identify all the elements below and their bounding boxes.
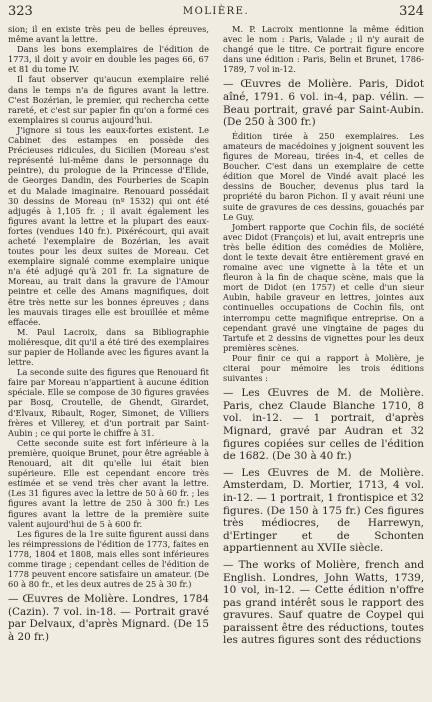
edition-entry-london-1784: — Œuvres de Molière. Londres, 1784 (Cazin). 7 vol. in-18. — Portrait gravé par Delvaux, d'après Mignard. (De 15 à 20 fr.)	[8, 593, 209, 644]
paragraph: La seconde suite des figures que Renouard fit faire par Moreau n'appartient à aucune édition spéciale. Elle se compose de 30 figures gravées par Bosq, Croutelle, de Ghendt, Girardet, d'Elvaux, Ribault, Roger, Simonet, de Villiers frères et Villerey, et d'un portrait par Saint-Aubin ; ce qui porte le chiffre à 31.	[8, 367, 209, 438]
paragraph: Dans les bons exemplaires de l'édition de 1773, il doit y avoir en double les pages 66, 67 et 81 du tome IV.	[8, 44, 209, 75]
edition-entry-mortier-1713: — Les Œuvres de M. de Molière. Amsterdam, D. Mortier, 1713, 4 vol. in-12. — 1 portrait, 1 frontispice et 32 figures. (De 150 à 175 fr.) Ces figures très médiocres, de Harrewyn, d'Ertinger et de Schonten appartiennent au XVIIe siècle.	[223, 466, 424, 555]
page-number-left: 323	[8, 4, 33, 19]
paragraph: J'ignore si tous les eaux-fortes existent. Le Cabinet des estampes en possède des Précieuses ridicules, du Sicilien (Moreau s'est représenté lui-même dans le personnage du peintre), du prologue de la Princesse d'Élide, de Georges Dandin, des Fourberies de Scapin et du Malade imaginaire. Renouard possédait 30 dessins de Moreau (nº 1532) qui ont été adjugés à 1,105 fr. ; il avait également les figures avant la lettre et la plupart des eaux-fortes (vendues 140 fr.). Pixérécourt, qui avait acheté l'exemplaire de Bozérian, les avait toutes pour les deux suites de Moreau. Cet exemplaire signalé comme exemplaire unique n'a été adjugé qu'à 201 fr. La signature de Moreau, au trait dans la gravure de l'Amour peintre et celle des Amans magnifiques, doit être très nette sur les bonnes épreuves ; dans les mauvais tirages elle est brouillée et même effacée.	[8, 124, 209, 327]
paragraph: M. P. Lacroix mentionne la même édition avec le nom : Paris, Valade ; il n'y aurait de changé que le titre. Ce portrait figure encore dans une édition : Paris, Belin et Brunet, 1786-1789, 7 vol in-12.	[223, 24, 424, 75]
page-header	[8, 4, 424, 24]
edition-entry-blanche-1710: — Les Œuvres de M. de Molière. Paris, chez Claude Blanche 1710, 8 vol. in-12. — 1 portrait, d'après Mignard, gravé par Audran et 32 figures copiées sur celles de l'édition de 1682. (De 30 à 40 fr.)	[223, 387, 424, 463]
two-column-body	[8, 24, 424, 647]
edition-entry-didot-1791: — Œuvres de Molière. Paris, Didot aîné, 1791. 6 vol. in-4, pap. vélin. — Beau portrait, gravé par Saint-Aubin. (De 250 à 300 fr.)	[223, 78, 424, 129]
paragraph: Édition tirée à 250 exemplaires. Les amateurs de macédoines y joignent souvent les figures de Moreau, tirées in-4, et celles de Boucher. C'est dans un exemplaire de cette édition que Morel de Vindé avait placé les dessins de Boucher, devenus plus tard la propriété du baron Pichon. Il y avait réuni une suite de gravures de ces dessins, gouachés par Le Guy.	[223, 130, 424, 222]
edition-entry-watts-1739: — The works of Molière, french and English. Londres, John Watts, 1739, 10 vol, in-12. — Cette édition n'offre pas grand intérêt sous le rapport des gravures. Sauf quatre de Coypel qui paraissent être des réductions, toutes les autres figures sont des réductions	[223, 558, 424, 647]
right-column	[223, 24, 424, 647]
paragraph: Cette seconde suite est fort inférieure à la première, quoique Brunet, pour être agréable à Renouard, ait dit qu'elle lui était bien supérieure. Elle est cependant encore très estimée et se vend très cher avant la lettre. (Les 31 figures avec la lettre de 50 à 60 fr. ; les figures avant la lettre de 250 à 300 fr.) Les figures avant la lettre de la première suite valent aujourd'hui de 5 à 600 fr.	[8, 437, 209, 529]
paragraph: M. Paul Lacroix, dans sa Bibliographie moliéresque, dit qu'il a été tiré des exemplaires sur papier de Hollande avec les figures avant la lettre.	[8, 326, 209, 368]
paragraph: sion; il en existe très peu de belles épreuves, même avant la lettre.	[8, 24, 209, 45]
paragraph: Il faut observer qu'aucun exemplaire relié dans le temps n'a de figures avant la lettre. C'est Bozérian, le premier, qui rechercha cette rareté, et c'est sur papier fin qu'on a formé ces exemplaires si courus aujourd'hui.	[8, 74, 209, 125]
running-title: MOLIÈRE.	[182, 6, 250, 17]
paragraph: Jombert rapporte que Cochin fils, de société avec Didot (François) et lui, avait entrepris une très belle édition des comédies de Molière, dont le texte devait être entièrement gravé en romaine avec une vignette à la tête et un fleuron à la fin de chaque scène, mais que la mort de Didot (en 1757) et celle d'un sieur Aubin, habile graveur en lettres, jointes aux continuelles occupations de Cochin fils, ont interrompu cette magnifique entreprise. On a cependant gravé une vingtaine de pages du Tartufe et 2 dessins de vignettes pour les deux premières scènes.	[223, 221, 424, 353]
paragraph: Pour finir ce qui a rapport à Molière, je citerai pour mémoire les trois éditions suivantes :	[223, 352, 424, 384]
page-number-right: 324	[399, 4, 424, 19]
paragraph: Les figures de la 1re suite figurent aussi dans les réimpressions de l'édition de 1773, faites en 1778, 1804 et 1808, mais elles sont inférieures comme tirage ; cependant celles de l'édition de 1778 peuvent encore satisfaire un amateur. (De 60 à 80 fr., et les deux autres de 25 à 30 fr.)	[8, 528, 209, 590]
left-column	[8, 24, 209, 647]
